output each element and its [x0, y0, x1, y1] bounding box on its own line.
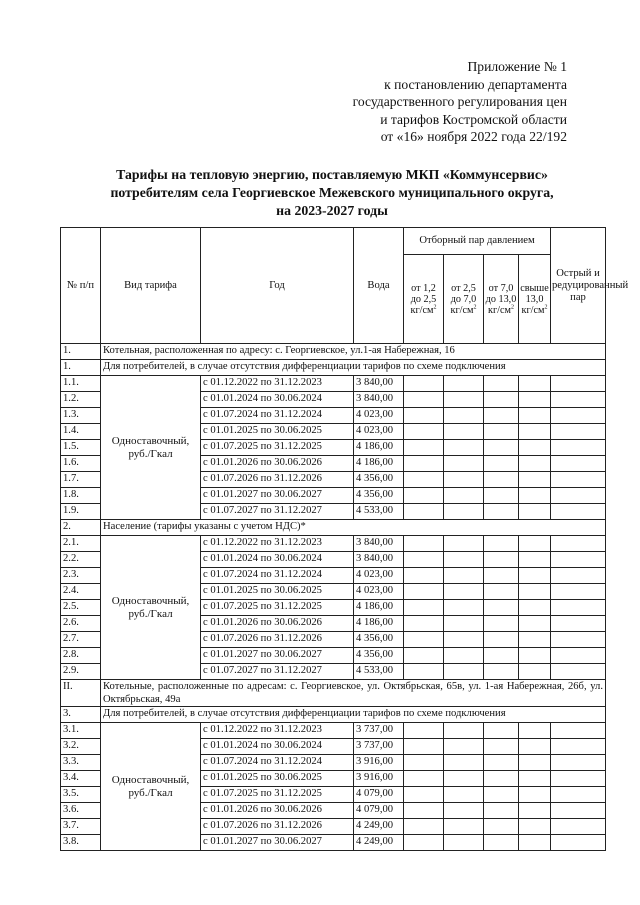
- empty-cell: [404, 392, 444, 408]
- empty-cell: [404, 456, 444, 472]
- header-sharp-steam: Острый и редуцированный пар: [551, 228, 606, 344]
- row-num: 1.8.: [61, 488, 101, 504]
- group-num: 2.: [61, 520, 101, 536]
- empty-cell: [551, 787, 606, 803]
- empty-cell: [519, 755, 551, 771]
- row-water: 4 079,00: [354, 787, 404, 803]
- empty-cell: [519, 552, 551, 568]
- row-period: с 01.01.2024 по 30.06.2024: [201, 552, 354, 568]
- empty-cell: [404, 648, 444, 664]
- empty-cell: [551, 664, 606, 680]
- table-row: [61, 723, 606, 739]
- empty-cell: [444, 504, 484, 520]
- row-num: 1.1.: [61, 376, 101, 392]
- empty-cell: [404, 584, 444, 600]
- row-period: с 01.07.2026 по 31.12.2026: [201, 819, 354, 835]
- row-period: с 01.07.2024 по 31.12.2024: [201, 408, 354, 424]
- table-row: [61, 376, 606, 392]
- row-water: 4 023,00: [354, 408, 404, 424]
- empty-cell: [484, 504, 519, 520]
- empty-cell: [444, 616, 484, 632]
- empty-cell: [519, 835, 551, 851]
- empty-cell: [551, 504, 606, 520]
- empty-cell: [551, 600, 606, 616]
- row-period: с 01.07.2024 по 31.12.2024: [201, 755, 354, 771]
- empty-cell: [484, 755, 519, 771]
- header-steam-group: Отборный пар давлением: [404, 228, 551, 255]
- empty-cell: [484, 392, 519, 408]
- empty-cell: [484, 771, 519, 787]
- appendix-line-2: к постановлению департамента: [384, 76, 567, 92]
- empty-cell: [484, 552, 519, 568]
- group-title: Население (тарифы указаны с учетом НДС)*: [101, 520, 606, 536]
- empty-cell: [444, 456, 484, 472]
- empty-cell: [519, 771, 551, 787]
- empty-cell: [404, 771, 444, 787]
- header-water: Вода: [354, 228, 404, 344]
- group-num: 3.: [61, 707, 101, 723]
- empty-cell: [404, 803, 444, 819]
- empty-cell: [519, 424, 551, 440]
- appendix-line-5: от «16» ноября 2022 года 22/192: [380, 129, 567, 144]
- empty-cell: [519, 536, 551, 552]
- empty-cell: [404, 739, 444, 755]
- empty-cell: [444, 424, 484, 440]
- empty-cell: [404, 787, 444, 803]
- row-water: 4 356,00: [354, 472, 404, 488]
- empty-cell: [519, 472, 551, 488]
- row-num: 1.4.: [61, 424, 101, 440]
- row-num: 3.8.: [61, 835, 101, 851]
- empty-cell: [484, 568, 519, 584]
- row-water: 4 249,00: [354, 819, 404, 835]
- empty-cell: [519, 600, 551, 616]
- empty-cell: [404, 835, 444, 851]
- appendix-block: [353, 58, 567, 146]
- row-water: 4 356,00: [354, 488, 404, 504]
- empty-cell: [551, 472, 606, 488]
- empty-cell: [551, 771, 606, 787]
- empty-cell: [404, 723, 444, 739]
- empty-cell: [444, 632, 484, 648]
- empty-cell: [519, 392, 551, 408]
- header-kind: Вид тарифа: [101, 228, 201, 344]
- table-row: [61, 536, 606, 552]
- empty-cell: [444, 408, 484, 424]
- empty-cell: [519, 488, 551, 504]
- empty-cell: [404, 472, 444, 488]
- empty-cell: [484, 440, 519, 456]
- empty-cell: [404, 616, 444, 632]
- header-steam-2-sup: 2: [473, 304, 477, 311]
- empty-cell: [484, 616, 519, 632]
- empty-cell: [484, 648, 519, 664]
- row-num: 3.7.: [61, 819, 101, 835]
- empty-cell: [404, 408, 444, 424]
- empty-cell: [484, 835, 519, 851]
- empty-cell: [444, 440, 484, 456]
- row-period: с 01.07.2025 по 31.12.2025: [201, 787, 354, 803]
- header-steam-1-text: от 1,2 до 2,5 кг/см: [410, 282, 437, 316]
- empty-cell: [551, 632, 606, 648]
- row-period: с 01.01.2027 по 30.06.2027: [201, 648, 354, 664]
- empty-cell: [404, 440, 444, 456]
- row-num: 3.2.: [61, 739, 101, 755]
- tariff-kind-cell: Одноставочный, руб./Гкал: [101, 536, 201, 680]
- section-num: II.: [61, 680, 101, 707]
- empty-cell: [551, 648, 606, 664]
- empty-cell: [551, 392, 606, 408]
- row-water: 4 023,00: [354, 584, 404, 600]
- empty-cell: [444, 392, 484, 408]
- empty-cell: [444, 755, 484, 771]
- empty-cell: [444, 835, 484, 851]
- empty-cell: [519, 456, 551, 472]
- title-line-1: Тарифы на тепловую энергию, поставляемую МКП «Коммунсервис»: [116, 167, 548, 182]
- row-water: 3 737,00: [354, 739, 404, 755]
- empty-cell: [484, 600, 519, 616]
- empty-cell: [519, 408, 551, 424]
- empty-cell: [484, 819, 519, 835]
- empty-cell: [519, 723, 551, 739]
- row-water: 4 533,00: [354, 504, 404, 520]
- empty-cell: [404, 600, 444, 616]
- empty-cell: [484, 424, 519, 440]
- title-line-2: потребителям села Георгиевское Межевского муниципального округа,: [110, 185, 554, 200]
- empty-cell: [551, 739, 606, 755]
- row-period: с 01.12.2022 по 31.12.2023: [201, 376, 354, 392]
- empty-cell: [519, 632, 551, 648]
- empty-cell: [551, 552, 606, 568]
- row-water: 4 356,00: [354, 632, 404, 648]
- empty-cell: [551, 803, 606, 819]
- row-period: с 01.07.2027 по 31.12.2027: [201, 504, 354, 520]
- header-steam-1-sup: 2: [433, 304, 437, 311]
- empty-cell: [519, 739, 551, 755]
- empty-cell: [444, 819, 484, 835]
- empty-cell: [444, 488, 484, 504]
- title-line-3: на 2023-2027 годы: [276, 203, 388, 218]
- empty-cell: [519, 803, 551, 819]
- empty-cell: [444, 771, 484, 787]
- empty-cell: [404, 664, 444, 680]
- empty-cell: [551, 835, 606, 851]
- row-num: 2.4.: [61, 584, 101, 600]
- row-period: с 01.01.2025 по 30.06.2025: [201, 584, 354, 600]
- empty-cell: [404, 536, 444, 552]
- tariff-kind-cell: Одноставочный, руб./Гкал: [101, 723, 201, 851]
- group-title: Для потребителей, в случае отсутствия дифференциации тарифов по схеме подключения: [101, 360, 606, 376]
- group-title: Для потребителей, в случае отсутствия дифференциации тарифов по схеме подключения: [101, 707, 606, 723]
- empty-cell: [519, 616, 551, 632]
- row-water: 3 840,00: [354, 536, 404, 552]
- empty-cell: [444, 376, 484, 392]
- empty-cell: [484, 723, 519, 739]
- appendix-line-4: и тарифов Костромской области: [380, 111, 567, 127]
- row-period: с 01.12.2022 по 31.12.2023: [201, 723, 354, 739]
- group-row: [61, 360, 606, 376]
- row-num: 1.7.: [61, 472, 101, 488]
- row-period: с 01.07.2025 по 31.12.2025: [201, 440, 354, 456]
- empty-cell: [444, 584, 484, 600]
- row-water: 4 249,00: [354, 835, 404, 851]
- row-num: 3.5.: [61, 787, 101, 803]
- group-row: [61, 520, 606, 536]
- empty-cell: [444, 787, 484, 803]
- header-year: Год: [201, 228, 354, 344]
- tariff-table-body: [61, 344, 606, 851]
- row-num: 3.4.: [61, 771, 101, 787]
- empty-cell: [551, 616, 606, 632]
- group-row: [61, 707, 606, 723]
- row-water: 3 840,00: [354, 392, 404, 408]
- appendix-line-3: государственного регулирования цен: [352, 94, 567, 109]
- row-period: с 01.12.2022 по 31.12.2023: [201, 536, 354, 552]
- header-steam-1: [404, 255, 444, 344]
- row-period: с 01.01.2027 по 30.06.2027: [201, 835, 354, 851]
- empty-cell: [484, 408, 519, 424]
- empty-cell: [484, 584, 519, 600]
- empty-cell: [551, 819, 606, 835]
- empty-cell: [551, 408, 606, 424]
- row-water: 4 079,00: [354, 803, 404, 819]
- row-period: с 01.01.2026 по 30.06.2026: [201, 803, 354, 819]
- row-num: 1.5.: [61, 440, 101, 456]
- empty-cell: [484, 739, 519, 755]
- empty-cell: [551, 723, 606, 739]
- empty-cell: [551, 424, 606, 440]
- empty-cell: [444, 723, 484, 739]
- row-num: 1.3.: [61, 408, 101, 424]
- empty-cell: [519, 648, 551, 664]
- empty-cell: [444, 803, 484, 819]
- row-period: с 01.01.2025 по 30.06.2025: [201, 424, 354, 440]
- row-num: 2.1.: [61, 536, 101, 552]
- row-num: 3.6.: [61, 803, 101, 819]
- row-period: с 01.01.2025 по 30.06.2025: [201, 771, 354, 787]
- section-num: 1.: [61, 344, 101, 360]
- header-steam-4-text: свыше 13,0 кг/см: [520, 282, 549, 316]
- section-row: [61, 680, 606, 707]
- row-period: с 01.07.2027 по 31.12.2027: [201, 664, 354, 680]
- header-steam-3-sup: 2: [510, 304, 514, 311]
- empty-cell: [519, 504, 551, 520]
- row-period: с 01.07.2025 по 31.12.2025: [201, 600, 354, 616]
- row-num: 1.2.: [61, 392, 101, 408]
- row-water: 4 186,00: [354, 440, 404, 456]
- row-water: 3 840,00: [354, 376, 404, 392]
- row-num: 2.7.: [61, 632, 101, 648]
- row-num: 1.9.: [61, 504, 101, 520]
- row-period: с 01.01.2027 по 30.06.2027: [201, 488, 354, 504]
- tariff-kind-cell: Одноставочный, руб./Гкал: [101, 376, 201, 520]
- row-water: 4 023,00: [354, 424, 404, 440]
- row-water: 4 186,00: [354, 600, 404, 616]
- header-steam-3-text: от 7,0 до 13,0 кг/см: [485, 282, 517, 316]
- header-steam-2: [444, 255, 484, 344]
- row-water: 3 840,00: [354, 552, 404, 568]
- section-row: [61, 344, 606, 360]
- empty-cell: [551, 376, 606, 392]
- row-water: 3 916,00: [354, 755, 404, 771]
- row-num: 2.3.: [61, 568, 101, 584]
- empty-cell: [404, 488, 444, 504]
- empty-cell: [484, 488, 519, 504]
- tariff-table: [60, 227, 629, 851]
- empty-cell: [404, 819, 444, 835]
- empty-cell: [404, 552, 444, 568]
- group-num: 1.: [61, 360, 101, 376]
- header-steam-4: [519, 255, 551, 344]
- empty-cell: [444, 739, 484, 755]
- empty-cell: [484, 632, 519, 648]
- empty-cell: [444, 648, 484, 664]
- row-num: 1.6.: [61, 456, 101, 472]
- empty-cell: [404, 376, 444, 392]
- row-water: 4 533,00: [354, 664, 404, 680]
- row-period: с 01.01.2024 по 30.06.2024: [201, 392, 354, 408]
- empty-cell: [519, 440, 551, 456]
- empty-cell: [404, 424, 444, 440]
- empty-cell: [551, 584, 606, 600]
- row-water: 3 916,00: [354, 771, 404, 787]
- empty-cell: [519, 568, 551, 584]
- row-period: с 01.01.2026 по 30.06.2026: [201, 456, 354, 472]
- empty-cell: [519, 787, 551, 803]
- empty-cell: [551, 488, 606, 504]
- row-period: с 01.01.2024 по 30.06.2024: [201, 739, 354, 755]
- empty-cell: [484, 376, 519, 392]
- row-period: с 01.01.2026 по 30.06.2026: [201, 616, 354, 632]
- empty-cell: [444, 472, 484, 488]
- row-water: 4 186,00: [354, 616, 404, 632]
- row-period: с 01.07.2026 по 31.12.2026: [201, 472, 354, 488]
- empty-cell: [484, 456, 519, 472]
- empty-cell: [484, 803, 519, 819]
- header-steam-2-text: от 2,5 до 7,0 кг/см: [450, 282, 477, 316]
- row-water: 4 186,00: [354, 456, 404, 472]
- row-num: 2.5.: [61, 600, 101, 616]
- empty-cell: [444, 568, 484, 584]
- empty-cell: [551, 568, 606, 584]
- empty-cell: [519, 664, 551, 680]
- appendix-line-1: Приложение № 1: [467, 59, 567, 74]
- empty-cell: [551, 440, 606, 456]
- empty-cell: [484, 472, 519, 488]
- empty-cell: [551, 755, 606, 771]
- header-num: № п/п: [61, 228, 101, 344]
- document-title: [60, 166, 604, 220]
- row-num: 3.3.: [61, 755, 101, 771]
- section-title: Котельная, расположенная по адресу: с. Георгиевское, ул.1-ая Набережная, 16: [101, 344, 606, 360]
- empty-cell: [404, 755, 444, 771]
- header-steam-4-sup: 2: [544, 304, 548, 311]
- empty-cell: [484, 787, 519, 803]
- empty-cell: [519, 819, 551, 835]
- empty-cell: [404, 568, 444, 584]
- empty-cell: [444, 536, 484, 552]
- empty-cell: [484, 536, 519, 552]
- empty-cell: [444, 552, 484, 568]
- row-num: 3.1.: [61, 723, 101, 739]
- empty-cell: [444, 600, 484, 616]
- row-period: с 01.07.2026 по 31.12.2026: [201, 632, 354, 648]
- empty-cell: [484, 664, 519, 680]
- row-num: 2.2.: [61, 552, 101, 568]
- empty-cell: [404, 632, 444, 648]
- empty-cell: [444, 664, 484, 680]
- empty-cell: [551, 456, 606, 472]
- row-water: 3 737,00: [354, 723, 404, 739]
- empty-cell: [519, 584, 551, 600]
- empty-cell: [519, 376, 551, 392]
- row-num: 2.6.: [61, 616, 101, 632]
- empty-cell: [551, 536, 606, 552]
- row-num: 2.8.: [61, 648, 101, 664]
- row-period: с 01.07.2024 по 31.12.2024: [201, 568, 354, 584]
- section-title: Котельные, расположенные по адресам: с. Георгиевское, ул. Октябрьская, 65в, ул. 1-ая Набережная, 26б, ул. Октябрьская, 49а: [101, 680, 606, 707]
- row-water: 4 023,00: [354, 568, 404, 584]
- empty-cell: [404, 504, 444, 520]
- header-steam-3: [484, 255, 519, 344]
- row-water: 4 356,00: [354, 648, 404, 664]
- row-num: 2.9.: [61, 664, 101, 680]
